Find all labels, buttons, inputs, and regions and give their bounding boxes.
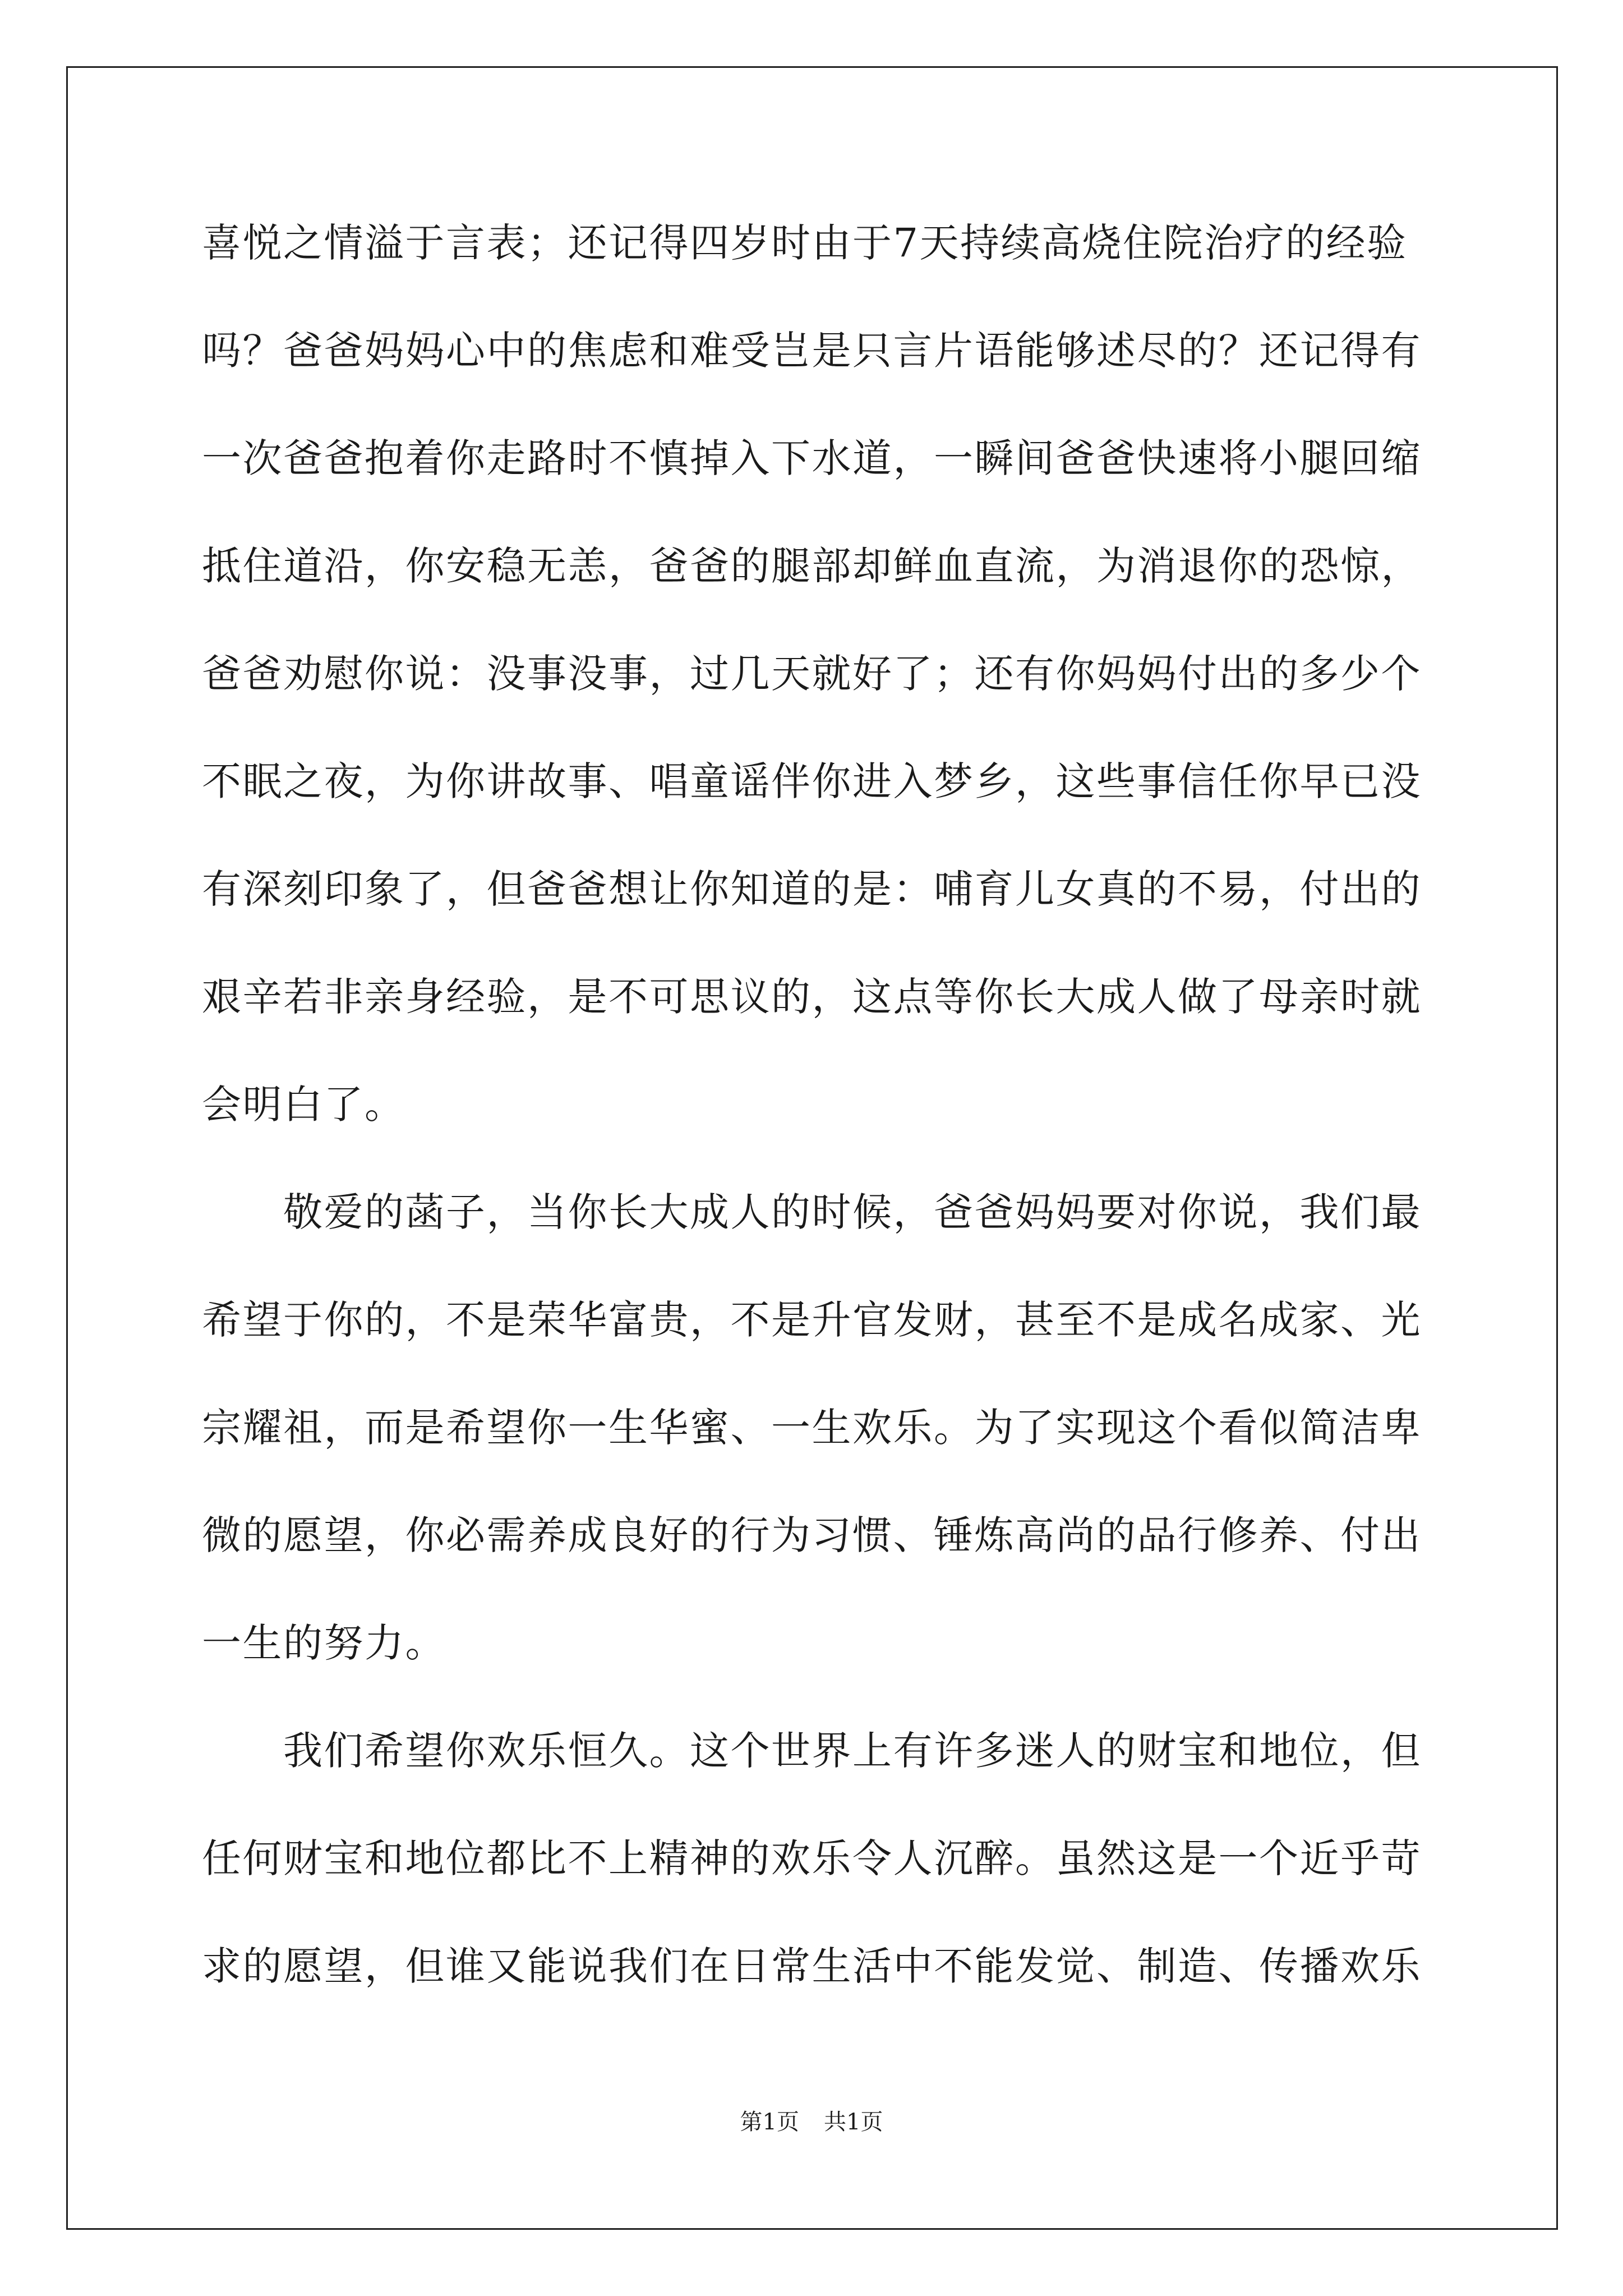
page-total: 共1页 <box>824 2109 883 2135</box>
text-line: 我们希望你欢乐恒久。这个世界上有许多迷人的财宝和地位，但 <box>202 1728 1422 1774</box>
text-line: 一生的努力。 <box>202 1620 446 1666</box>
page-footer <box>0 2107 1623 2137</box>
text-line: 敬爱的菡子，当你长大成人的时候，爸爸妈妈要对你说，我们最 <box>202 1189 1422 1235</box>
text-line: 求的愿望，但谁又能说我们在日常生活中不能发觉、制造、传播欢乐 <box>202 1943 1422 1989</box>
text-line: 艰辛若非亲身经验，是不可思议的，这点等你长大成人做了母亲时就 <box>202 974 1422 1020</box>
text-line: 一次爸爸抱着你走路时不慎掉入下水道，一瞬间爸爸快速将小腿回缩 <box>202 435 1422 481</box>
text-line: 有深刻印象了，但爸爸想让你知道的是：哺育儿女真的不易，付出的 <box>202 866 1422 912</box>
text-line: 会明白了。 <box>202 1082 405 1128</box>
text-line: 微的愿望，你必需养成良好的行为习惯、锤炼高尚的品行修养、付出 <box>202 1512 1422 1558</box>
text-line: 任何财宝和地位都比不上精神的欢乐令人沉醉。虽然这是一个近乎苛 <box>202 1835 1422 1881</box>
text-line: 抵住道沿，你安稳无恙，爸爸的腿部却鲜血直流，为消退你的恐惊， <box>202 543 1422 589</box>
page-number: 第1页 <box>740 2109 799 2135</box>
text-line: 宗耀祖，而是希望你一生华蜜、一生欢乐。为了实现这个看似简洁卑 <box>202 1405 1422 1451</box>
text-line: 爸爸劝慰你说：没事没事，过几天就好了；还有你妈妈付出的多少个 <box>202 651 1422 697</box>
text-line: 喜悦之情溢于言表；还记得四岁时由于7天持续高烧住院治疗的经验 <box>202 220 1408 266</box>
page-border <box>66 66 1558 2230</box>
text-line: 不眠之夜，为你讲故事、唱童谣伴你进入梦乡，这些事信任你早已没 <box>202 758 1422 804</box>
text-line: 吗？爸爸妈妈心中的焦虑和难受岂是只言片语能够述尽的？还记得有 <box>202 328 1422 374</box>
text-line: 希望于你的，不是荣华富贵，不是升官发财，甚至不是成名成家、光 <box>202 1297 1422 1343</box>
